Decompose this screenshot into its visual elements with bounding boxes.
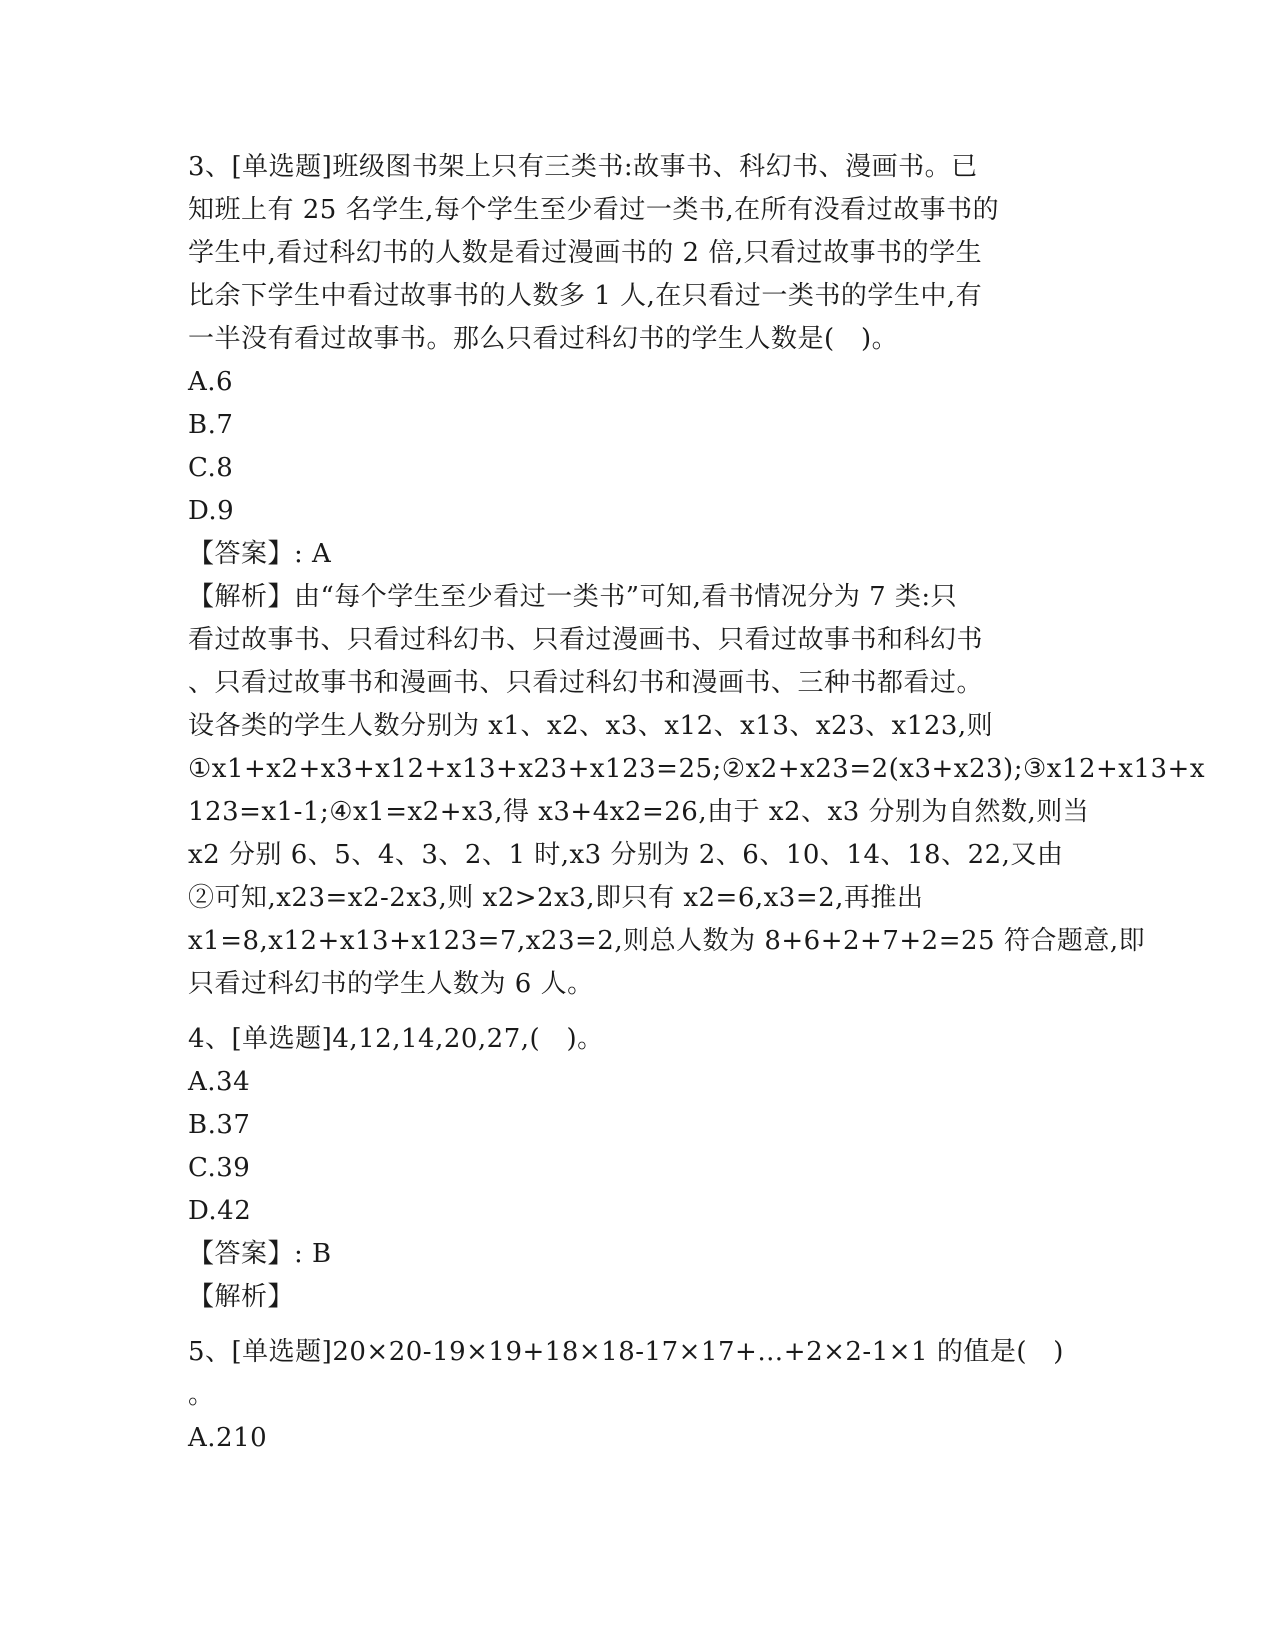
question-stem-line: 4、[单选题]4,12,14,20,27,( )。	[188, 1024, 604, 1054]
option-d: D.9	[188, 496, 235, 526]
question-stem-line: 一半没有看过故事书。那么只看过科幻书的学生人数是( )。	[188, 324, 899, 354]
analysis-line: 【解析】	[188, 1282, 295, 1312]
analysis-line: 、只看过故事书和漫画书、只看过科幻书和漫画书、三种书都看过。	[188, 668, 984, 698]
option-c: C.8	[188, 453, 234, 483]
option-b: B.37	[188, 1110, 251, 1140]
option-a: A.34	[188, 1067, 251, 1097]
answer: 【答案】: B	[188, 1239, 332, 1269]
question-stem-line: 学生中,看过科幻书的人数是看过漫画书的 2 倍,只看过故事书的学生	[188, 238, 983, 268]
question-stem-line: 3、[单选题]班级图书架上只有三类书:故事书、科幻书、漫画书。已	[188, 152, 978, 182]
analysis-line: x1=8,x12+x13+x123=7,x23=2,则总人数为 8+6+2+7+2=25 符合题意,即	[188, 926, 1146, 956]
option-a: A.6	[188, 367, 234, 397]
question-5	[188, 1331, 1088, 1460]
option-c: C.39	[188, 1153, 251, 1183]
question-stem-line: 比余下学生中看过故事书的人数多 1 人,在只看过一类书的学生中,有	[188, 281, 983, 311]
analysis-line: x2 分别 6、5、4、3、2、1 时,x3 分别为 2、6、10、14、18、22,又由	[188, 840, 1064, 870]
option-a: A.210	[188, 1423, 268, 1453]
question-stem-line: 知班上有 25 名学生,每个学生至少看过一类书,在所有没看过故事书的	[188, 195, 1000, 225]
option-d: D.42	[188, 1196, 252, 1226]
analysis-line: ②可知,x23=x2-2x3,则 x2>2x3,即只有 x2=6,x3=2,再推出	[188, 883, 924, 913]
option-b: B.7	[188, 410, 234, 440]
question-stem-line: 。	[188, 1380, 215, 1410]
question-stem-line: 5、[单选题]20×20-19×19+18×18-17×17+…+2×2-1×1 的值是( )	[188, 1337, 1064, 1367]
analysis-line: 【解析】由“每个学生至少看过一类书”可知,看书情况分为 7 类:只	[188, 582, 958, 612]
analysis-line: 123=x1-1;④x1=x2+x3,得 x3+4x2=26,由于 x2、x3 分别为自然数,则当	[188, 797, 1090, 827]
analysis-line: 只看过科幻书的学生人数为 6 人。	[188, 969, 594, 999]
question-4	[188, 1018, 1088, 1319]
analysis-line: ①x1+x2+x3+x12+x13+x23+x123=25;②x2+x23=2(x3+x23);③x12+x13+x	[188, 754, 1205, 784]
analysis-line: 设各类的学生人数分别为 x1、x2、x3、x12、x13、x23、x123,则	[188, 711, 994, 741]
analysis-line: 看过故事书、只看过科幻书、只看过漫画书、只看过故事书和科幻书	[188, 625, 984, 655]
question-3	[188, 146, 1205, 1006]
content	[188, 146, 1205, 1460]
answer: 【答案】: A	[188, 539, 332, 569]
